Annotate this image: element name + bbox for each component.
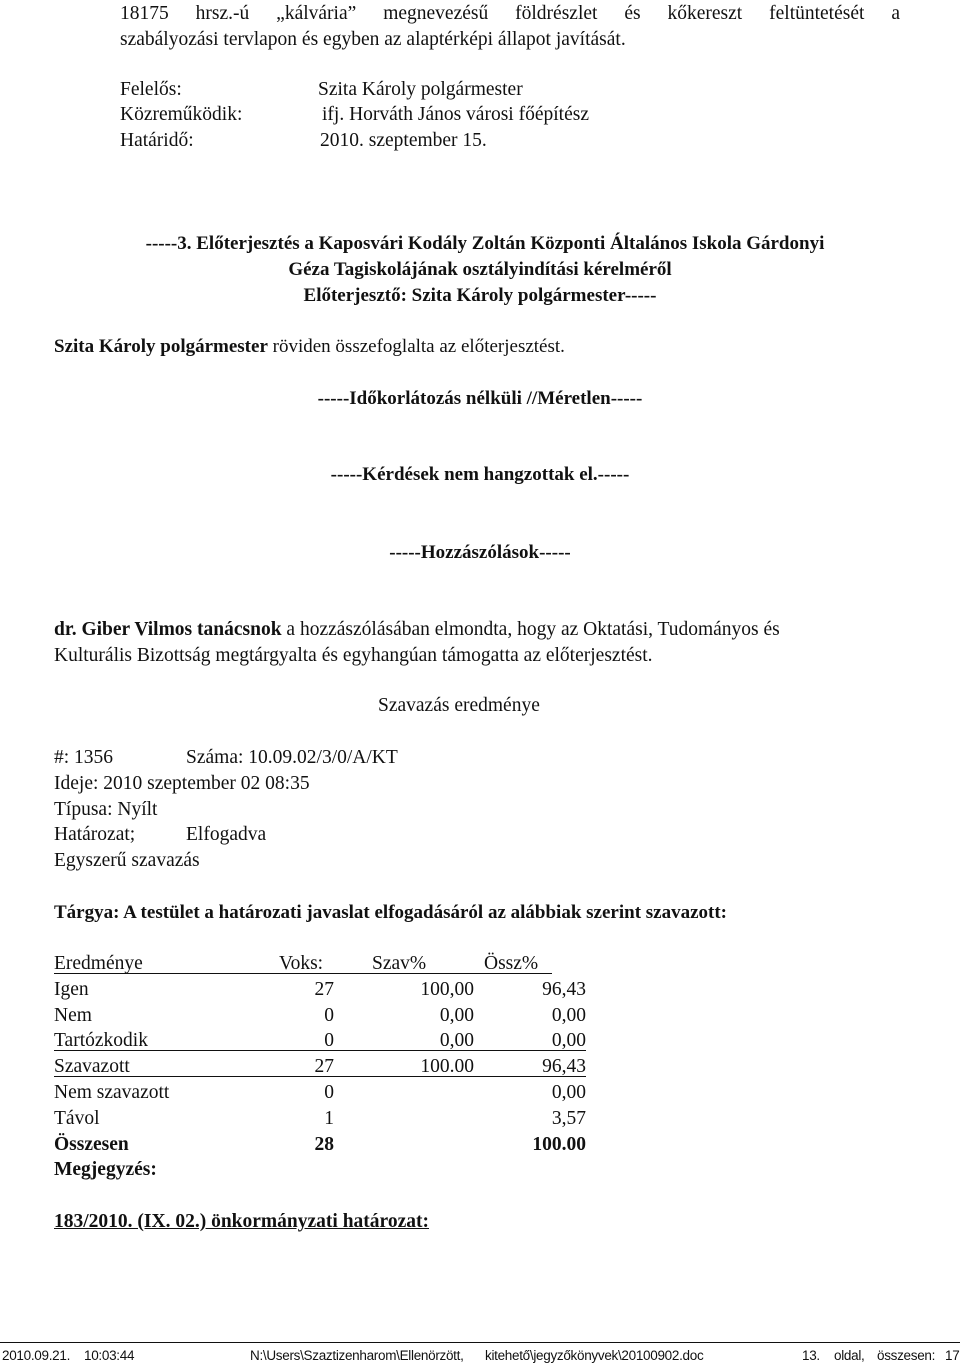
vote-heading: Szavazás eredménye [378, 695, 540, 716]
table-cell-total: 96,43 [542, 978, 586, 1000]
summary-text: röviden összefoglalta az előterjesztést. [267, 336, 565, 357]
table-cell-total: 0,00 [551, 1082, 586, 1103]
table-cell-label: Nem szavazott [54, 1082, 170, 1103]
vote-note-label: Megjegyzés: [54, 1159, 157, 1180]
intro-line-1 [120, 4, 900, 24]
footer-path: N:\Users\Szaztizenharom\Ellenörzött, [250, 1348, 464, 1363]
table-cell-votes: 0 [324, 1082, 334, 1103]
intro-word: földrészlet [515, 3, 598, 24]
deadline-label: Határidő: [120, 130, 194, 151]
responsible-label: Felelős: [120, 79, 182, 100]
deadline-value: 2010. szeptember 15. [320, 130, 487, 151]
summary-speaker: Szita Károly polgármester [54, 336, 268, 357]
table-cell-label: Tartózkodik [54, 1030, 148, 1052]
table-cell-votes: 27 [314, 978, 334, 1000]
intro-word: hrsz.-ú [195, 3, 250, 24]
footer-page-word: oldal, [834, 1348, 865, 1363]
intro-word: és [624, 3, 641, 24]
questions-marker: -----Kérdések nem hangzottak el.----- [330, 464, 630, 485]
vote-decision-label: Határozat; [54, 824, 136, 845]
footer-total-word: összesen: [877, 1348, 936, 1363]
table-cell-votes: 28 [314, 1133, 334, 1155]
comment-line-2: Kulturális Bizottság megtárgyalta és egyhangúan támogatta az előterjesztést. [54, 645, 653, 666]
intro-line-2: szabályozási tervlapon és egyben az alaptérképi állapot javítását. [120, 29, 626, 50]
vote-decision-value: Elfogadva [186, 824, 267, 845]
table-cell-votes: 27 [314, 1056, 334, 1078]
resolution-title: 183/2010. (IX. 02.) önkormányzati határozat: [54, 1211, 429, 1232]
agenda-title-line-1: -----3. Előterjesztés a Kaposvári Kodály Zoltán Központi Általános Iskola Gárdonyi [145, 233, 825, 254]
responsible-value: Szita Károly polgármester [318, 79, 523, 100]
vote-mode: Egyszerű szavazás [54, 850, 200, 871]
intro-word: feltüntetését [769, 3, 865, 24]
intro-word: megnevezésű [383, 3, 489, 24]
contributor-label: Közreműködik: [120, 104, 243, 125]
table-cell-votes: 0 [324, 1030, 334, 1052]
table-cell-total: 0,00 [551, 1004, 586, 1026]
intro-word: a [891, 3, 900, 24]
table-sum-separator [54, 1050, 586, 1051]
vote-time: Ideje: 2010 szeptember 02 08:35 [54, 773, 310, 794]
footer-divider [0, 1342, 960, 1343]
vote-number: #: 1356 [54, 747, 114, 768]
table-header-cell: Voks: [279, 953, 324, 974]
vote-type: Típusa: Nyílt [54, 799, 158, 820]
comment-line-1 [54, 620, 780, 640]
table-row-underline [54, 1076, 586, 1077]
intro-word: „kálvária” [276, 3, 357, 24]
vote-subject: Tárgya: A testület a határozati javaslat elfogadásáról az alábbiak szerint szavazott: [54, 902, 728, 923]
footer-page-number: 13. [802, 1348, 820, 1363]
table-header-cell: Szav% [372, 953, 427, 974]
comments-marker: -----Hozzászólások----- [389, 542, 571, 563]
table-cell-label: Szavazott [54, 1056, 130, 1078]
table-cell-pct: 0,00 [439, 1004, 474, 1026]
footer-date: 2010.09.21. [2, 1348, 71, 1363]
table-cell-total: 96,43 [542, 1056, 586, 1078]
table-header-underline [54, 973, 552, 974]
table-cell-label: Igen [54, 978, 89, 1000]
table-cell-total: 100.00 [532, 1133, 586, 1155]
summary-paragraph [54, 337, 565, 356]
agenda-title-line-2: Géza Tagiskolájának osztályindítási kérelméről [288, 259, 672, 280]
table-cell-total: 0,00 [551, 1030, 586, 1052]
table-cell-total: 3,57 [551, 1107, 586, 1129]
table-header-cell: Össz% [484, 953, 539, 974]
table-cell-pct: 0,00 [439, 1030, 474, 1052]
table-cell-label: Összesen [54, 1133, 129, 1155]
footer-time: 10:03:44 [84, 1348, 135, 1363]
footer-total: 17 [945, 1348, 960, 1363]
comment-text-1: a hozzászólásában elmondta, hogy az Oktatási, Tudományos és [281, 619, 780, 640]
vote-code: Száma: 10.09.02/3/0/A/KT [186, 747, 398, 768]
table-cell-label: Távol [54, 1107, 100, 1129]
footer-path-2: kitehető\jegyzőkönyvek\20100902.doc [485, 1348, 704, 1363]
time-limit-marker: -----Időkorlátozás nélküli //Méretlen----- [317, 388, 643, 409]
table-cell-votes: 0 [324, 1004, 334, 1026]
table-cell-pct: 100,00 [420, 978, 474, 1000]
intro-word: kőkereszt [667, 3, 743, 24]
comment-speaker: dr. Giber Vilmos tanácsnok [54, 619, 282, 640]
agenda-presenter: Előterjesztő: Szita Károly polgármester----- [303, 285, 657, 306]
table-header-cell: Eredménye [54, 953, 143, 974]
intro-word: 18175 [120, 3, 169, 24]
table-cell-label: Nem [54, 1004, 92, 1026]
table-cell-pct: 100.00 [420, 1056, 474, 1078]
contributor-value: ifj. Horváth János városi főépítész [322, 104, 589, 125]
table-cell-votes: 1 [324, 1107, 334, 1129]
